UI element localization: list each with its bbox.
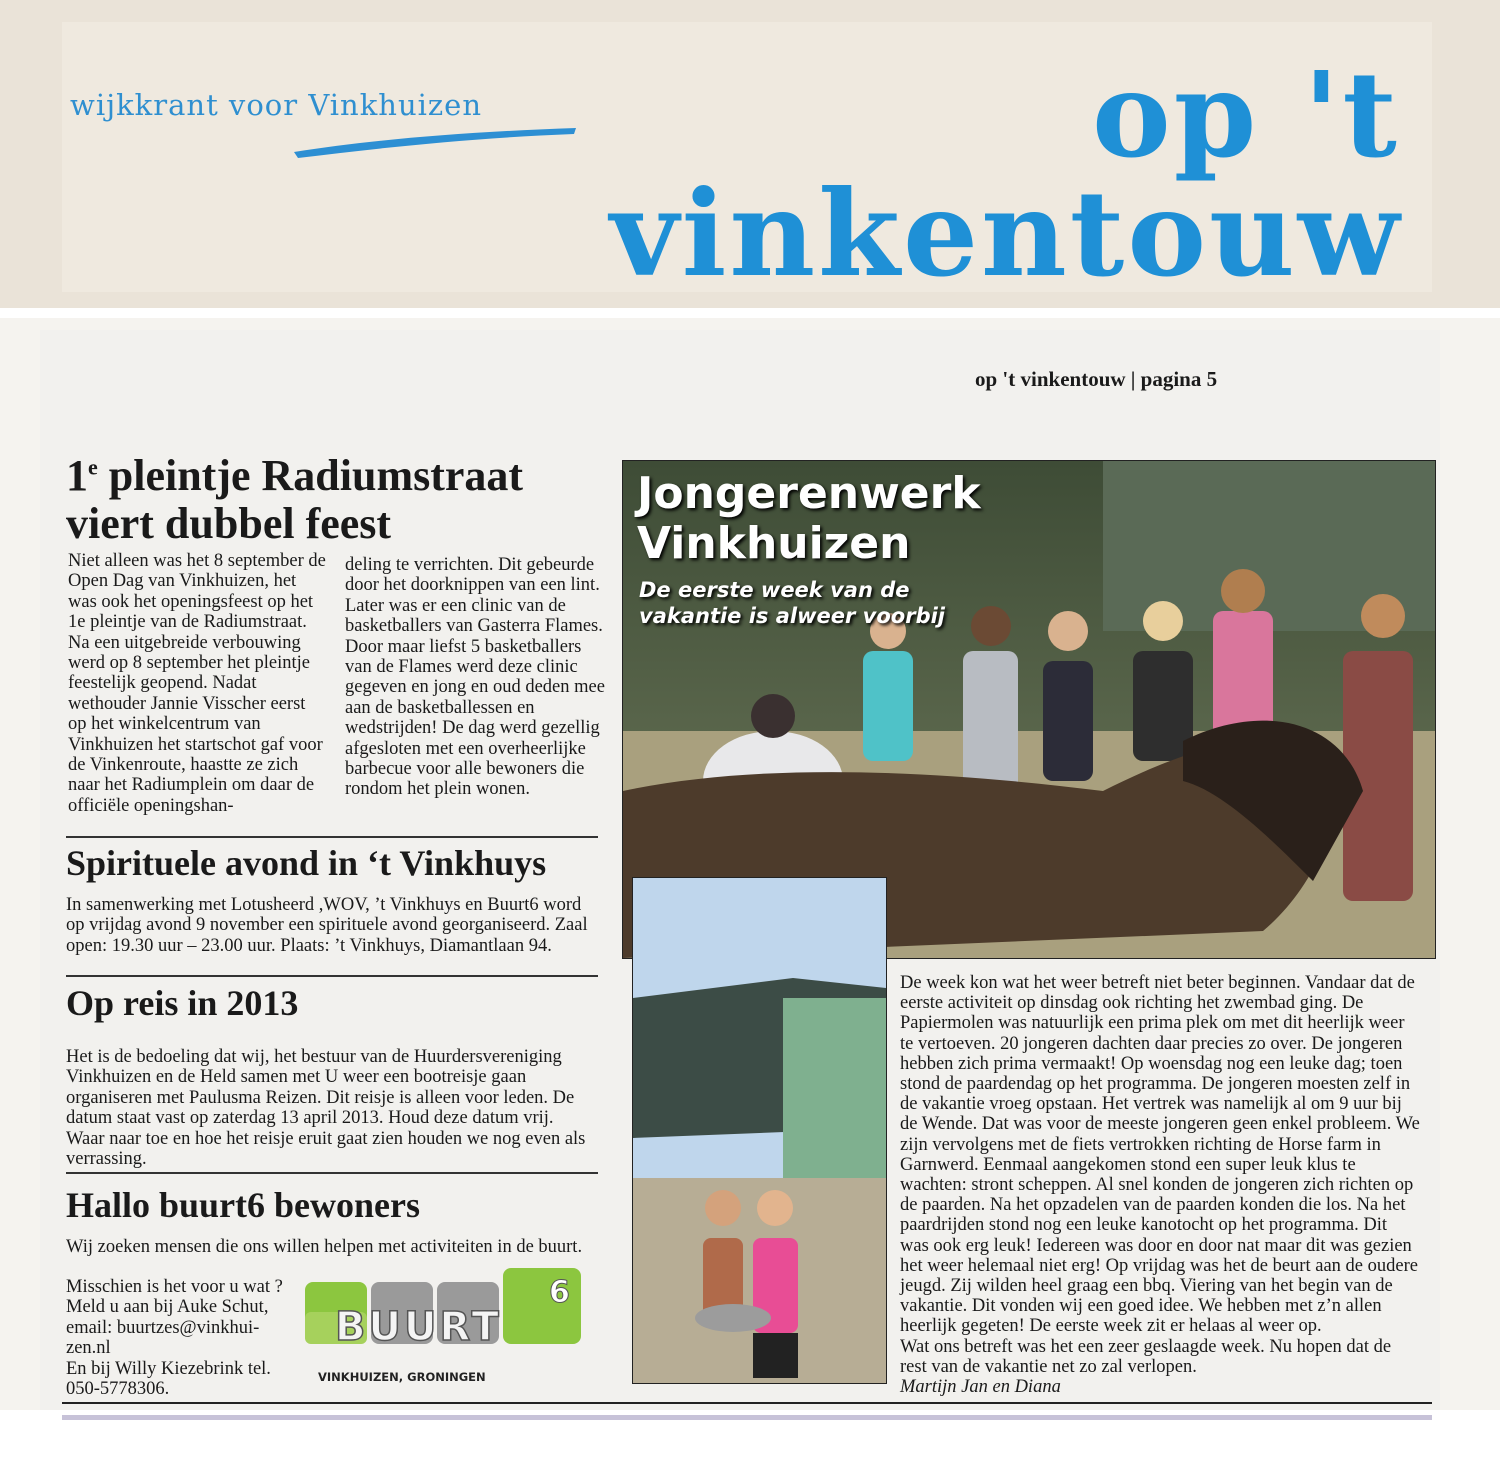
buurt6-logo xyxy=(305,1268,583,1385)
photo-title-line: Vinkhuizen xyxy=(637,518,911,569)
contact-line: Misschien is het voor u wat ? xyxy=(66,1277,283,1297)
title-superscript: e xyxy=(88,454,98,480)
article-pleintje-column-2: deling te verrichten. Dit gebeurde door het doorknippen van een lint. Later was er een clinic van de basketballers van Gasterra Flames. Door maar liefst 5 basketballers van de Flames werd deze clinic gegeven en jong en oud deden mee aan de basketballessen en wedstrijden! De dag werd gezellig afgesloten met een overheerlijke barbecue voor alle bewoners die rondom het plein wonen. xyxy=(345,555,605,800)
contact-line: En bij Willy Kiezebrink tel. xyxy=(66,1358,271,1379)
masthead xyxy=(0,0,1500,308)
article-title-buurt6: Hallo buurt6 bewoners xyxy=(66,1185,421,1225)
photo-title xyxy=(637,469,981,569)
photo-illustration xyxy=(633,878,886,1383)
photo-subtitle-line: De eerste week van de xyxy=(639,578,910,602)
divider xyxy=(66,1172,598,1174)
contact-phone: 050-5778306. xyxy=(66,1379,170,1400)
photo-title-line: Jongerenwerk xyxy=(637,468,981,519)
article-title-pleintje xyxy=(66,452,606,548)
title-text: pleintje Radiumstraat viert dubbel feest xyxy=(66,451,524,548)
page-header: op 't vinkentouw | pagina 5 xyxy=(975,367,1218,391)
article-reis-body: Het is de bedoeling dat wij, het bestuur van de Huurdersvereniging Vinkhuizen en de Held samen met U weer een bootreisje gaan organiseren met Paulusma Reizen. Dit reisje is alleen voor leden. De datum staat vast op zaterdag 13 april 2013. Houd deze datum vrij. Waar naar toe en hoe het reisje eruit gaat zien houden we nog even als verrassing. xyxy=(66,1047,586,1170)
article-closing-text: Wat ons betreft was het een zeer geslaagde week. Nu hopen dat de rest van de vakantie net zo zal verlopen. xyxy=(900,1336,1392,1377)
article-buurt6-contact xyxy=(66,1277,306,1399)
contact-email: email: buurtzes@vinkhui- xyxy=(66,1317,260,1338)
article-spirituele-body: In samenwerking met Lotusheerd ,WOV, ’t Vinkhuys en Buurt6 word op vrijdag avond 9 november een spirituele avond georganiseerd. Zaal open: 19.30 uur – 23.00 uur. Plaats: ’t Vinkhuys, Diamantlaan 94. xyxy=(66,895,588,956)
article-jongerenwerk-body xyxy=(900,973,1420,1397)
logo-text: BUURT xyxy=(335,1304,502,1350)
separator xyxy=(0,308,1500,318)
article-buurt6-intro: Wij zoeken mensen die ons willen helpen met activiteiten in de buurt. xyxy=(66,1237,583,1257)
bottom-divider xyxy=(62,1402,1432,1404)
divider xyxy=(66,975,598,977)
masthead-subtitle: wijkkrant voor Vinkhuizen xyxy=(70,88,483,122)
article-body-text: De week kon wat het weer betreft niet beter beginnen. Vandaar dat de eerste activiteit op dinsdag ook richting het zwembad ging. De Papiermolen was natuurlijk een prima plek om met dit heerlijk weer te vertoeven. 20 jongeren dachten daar precies zo over. De jongeren hebben zich prima vermaakt! Op woensdag nog een leuke dag; toen stond de paardendag op het programma. De jongeren moesten zelf in de vakantie vroeg opstaan. Het vertrek was namelijk al om 9 uur bij de Wende. Dat was voor de meeste jongeren geen enkel probleem. We zijn vervolgens met de fiets vertrokken richting de Horse farm in Garnwerd. Eenmaal aangekomen stond een super leuk klus te wachten: stront scheppen. Al snel konden de jongeren zich richten op de paarden. Na het opzadelen van de paarden konden die los. Na het paardrijden stond nog een leuke kanotocht op het programma. Dit was ook erg leuk! Iedereen was door en door nat maar dit was gezien het weer helemaal niet erg! Op vrijdag was het de beurt aan de oudere jeugd. Zij wilden heel graag een bbq. Viering van het begin van de vakantie. Dit vonden wij een goed idee. We hebben met z’n allen heerlijk gegeten! De eerste week zit er helaas al weer op. xyxy=(900,973,1420,1337)
title-number: 1 xyxy=(66,451,88,500)
masthead-title-line2: vinkentouw xyxy=(610,164,1403,303)
contact-line: Meld u aan bij Auke Schut, xyxy=(66,1297,269,1318)
photo-two-girls xyxy=(632,877,887,1384)
article-title-spirituele: Spirituele avond in ‘t Vinkhuys xyxy=(66,843,547,883)
article-pleintje-column-1: Niet alleen was het 8 september de Open Dag van Vinkhuizen, het was ook het openingsfeest op het 1e pleintje van de Radiumstraat. Na een uitgebreide verbouwing werd op 8 september het pleintje feestelijk geopend. Nadat wethouder Jannie Visscher eerst op het winkelcentrum van Vinkhuizen het startschot gaf voor de Vinkenroute, haastte ze zich naar het Radiumplein om daar de officiële openingshan- xyxy=(68,551,326,816)
brush-stroke-decoration xyxy=(290,122,580,162)
logo-caption: VINKHUIZEN, GRONINGEN xyxy=(318,1370,486,1384)
photo-subtitle xyxy=(639,577,945,629)
divider xyxy=(66,836,598,838)
photo-subtitle-line: vakantie is alweer voorbij xyxy=(639,604,945,628)
contact-email: zen.nl xyxy=(66,1338,111,1359)
article-signature: Martijn Jan en Diana xyxy=(900,1377,1061,1398)
logo-number: 6 xyxy=(549,1275,570,1310)
article-title-reis: Op reis in 2013 xyxy=(66,983,299,1023)
bottom-strip xyxy=(62,1415,1432,1420)
masthead-title-line1: op 't xyxy=(1092,45,1400,184)
